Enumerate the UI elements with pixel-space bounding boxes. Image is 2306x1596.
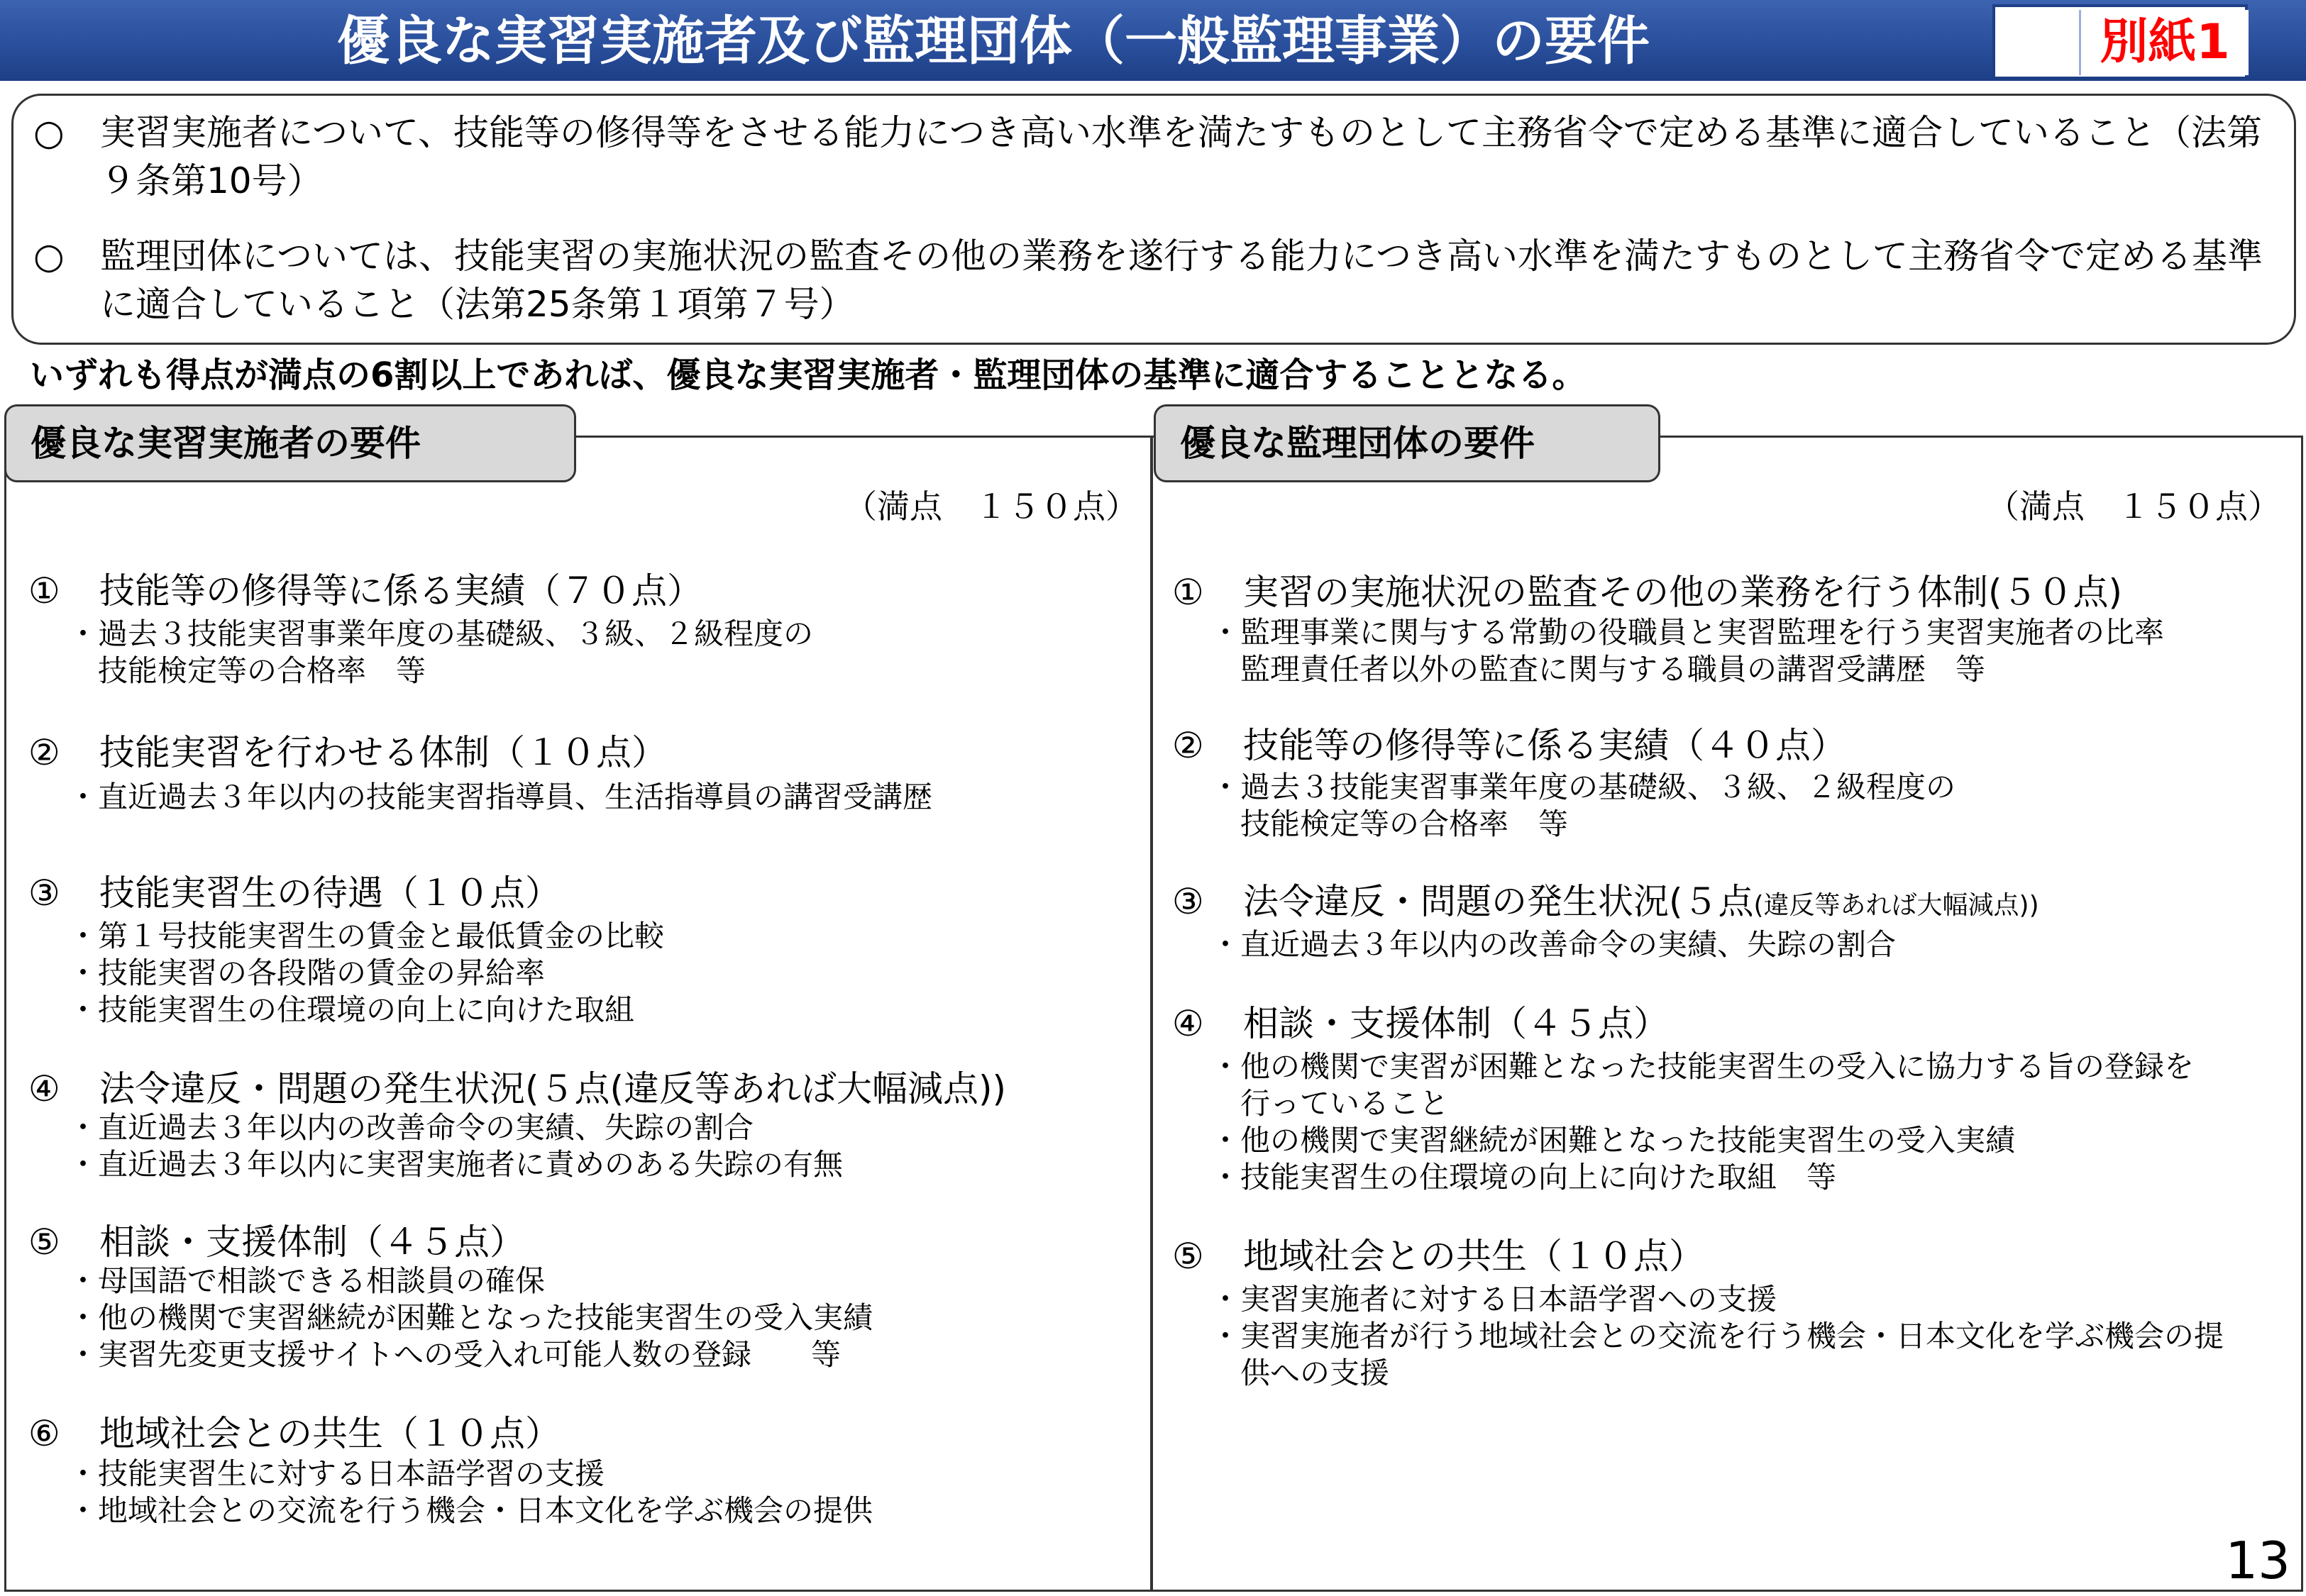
criterion-label: 実習の実施状況の監査その他の業務を行う体制(５０点): [1243, 572, 2123, 613]
criterion-number: ⑥: [28, 1413, 60, 1454]
criterion-detail: ・技能実習生に対する日本語学習の支援: [68, 1456, 605, 1491]
page-number: 13: [2225, 1531, 2290, 1590]
left-criterion-title: [28, 1219, 525, 1265]
criterion-detail: 供への支援: [1210, 1356, 1390, 1390]
left-criterion-title: [28, 729, 667, 776]
annex-badge: 別紙1: [2079, 10, 2249, 75]
page-title: 優良な実習実施者及び監理団体（一般監理事業）の要件: [337, 11, 1650, 72]
criterion-detail: ・第１号技能実習生の賃金と最低賃金の比較: [68, 919, 665, 953]
criterion-detail: ・直近過去３年以内に実習実施者に責めのある失踪の有無: [68, 1147, 844, 1182]
left-full-score: （満点 １５０点）: [844, 487, 1138, 526]
criterion-detail: ・過去３技能実習事業年度の基礎級、３級、２級程度の: [1210, 770, 1956, 804]
right-criterion-title: [1172, 722, 1846, 769]
intro-item: [33, 232, 2283, 328]
right-criterion-title: [1172, 1000, 1669, 1047]
criterion-label: 地域社会との共生（１０点）: [1243, 1236, 1704, 1277]
criterion-detail: ・実習実施者が行う地域社会との交流を行う機会・日本文化を学ぶ機会の提: [1210, 1319, 2224, 1353]
criterion-label: 地域社会との共生（１０点）: [99, 1413, 561, 1454]
criterion-label: 技能等の修得等に係る実績（４０点）: [1243, 725, 1846, 766]
criterion-detail: ・監理事業に関与する常勤の役職員と実習監理を行う実習実施者の比率: [1210, 615, 2165, 650]
right-panel-heading: 優良な監理団体の要件: [1154, 404, 1660, 482]
criterion-detail: ・直近過去３年以内の技能実習指導員、生活指導員の講習受講歴: [68, 780, 933, 814]
criterion-number: ④: [1172, 1003, 1204, 1044]
left-criterion-title: [28, 567, 702, 614]
criterion-label: 相談・支援体制（４５点）: [99, 1221, 525, 1263]
criterion-label: 技能実習を行わせる体制（１０点）: [99, 732, 667, 773]
criterion-number: ④: [28, 1068, 60, 1109]
criterion-detail: ・地域社会との交流を行う機会・日本文化を学ぶ機会の提供: [68, 1493, 873, 1528]
bullet-circle-icon: ○: [33, 112, 65, 153]
criterion-label-note: (違反等あれば大幅減点)): [1753, 891, 2039, 920]
criterion-detail: ・実習先変更支援サイトへの受入れ可能人数の登録 等: [68, 1337, 842, 1372]
left-criterion-title: [28, 1410, 561, 1457]
criterion-detail: ・技能実習生の住環境の向上に向けた取組 等: [1210, 1160, 1837, 1195]
left-panel-heading: 優良な実習実施者の要件: [4, 404, 576, 482]
intro-item: [33, 109, 2283, 205]
criterion-number: ①: [28, 570, 60, 611]
right-full-score: （満点 １５０点）: [1987, 487, 2280, 526]
left-criterion-title: [28, 870, 561, 916]
intro-text: 実習実施者について、技能等の修得等をさせる能力につき高い水準を満たすものとして主務省令で定める基準に適合していること（法第９条第10号）: [100, 112, 2262, 201]
criterion-detail: ・直近過去３年以内の改善命令の実績、失踪の割合: [68, 1110, 754, 1145]
left-criterion-title: [28, 1065, 1006, 1112]
right-criterion-title: [1172, 878, 2039, 929]
criterion-number: ③: [1172, 881, 1204, 922]
criterion-label: 技能実習生の待遇（１０点）: [99, 872, 561, 914]
summary-statement: いずれも得点が満点の6割以上であれば、優良な実習実施者・監理団体の基準に適合することとなる。: [30, 355, 1587, 395]
criterion-number: ②: [28, 732, 60, 773]
criterion-detail: 技能検定等の合格率 等: [1210, 807, 1569, 841]
criterion-number: ⑤: [28, 1221, 60, 1263]
criterion-detail: ・技能実習の各段階の賃金の昇給率: [68, 955, 546, 990]
right-criterion-title: [1172, 1233, 1704, 1280]
criterion-detail: ・他の機関で実習継続が困難となった技能実習生の受入実績: [1210, 1123, 2016, 1158]
criterion-number: ③: [28, 872, 60, 914]
criterion-detail: 行っていること: [1210, 1086, 1450, 1121]
criterion-detail: ・他の機関で実習が困難となった技能実習生の受入に協力する旨の登録を: [1210, 1049, 2195, 1084]
criterion-detail: ・直近過去３年以内の改善命令の実績、失踪の割合: [1210, 927, 1897, 962]
criterion-label: 法令違反・問題の発生状況(５点: [1243, 881, 1754, 922]
criterion-detail: ・技能実習生の住環境の向上に向けた取組: [68, 992, 635, 1027]
right-criterion-title: [1172, 569, 2122, 616]
criterion-label: 相談・支援体制（４５点）: [1243, 1003, 1669, 1044]
criterion-detail: 技能検定等の合格率 等: [68, 653, 426, 688]
bullet-circle-icon: ○: [33, 235, 65, 277]
criterion-detail: ・過去３技能実習事業年度の基礎級、３級、２級程度の: [68, 616, 814, 651]
criterion-label: 技能等の修得等に係る実績（７０点）: [99, 570, 702, 611]
criterion-label: 法令違反・問題の発生状況(５点(違反等あれば大幅減点)): [99, 1068, 1007, 1109]
criterion-detail: ・実習実施者に対する日本語学習への支援: [1210, 1282, 1777, 1317]
criterion-number: ②: [1172, 725, 1204, 766]
criterion-detail: 監理責任者以外の監査に関与する職員の講習受講歴 等: [1210, 652, 1986, 687]
intro-text: 監理団体については、技能実習の実施状況の監査その他の業務を遂行する能力につき高い水準を満たすものとして主務省令で定める基準に適合していること（法第25条第１項第７号）: [100, 235, 2263, 325]
intro-box: [11, 94, 2296, 345]
criterion-detail: ・他の機関で実習継続が困難となった技能実習生の受入実績: [68, 1300, 873, 1335]
criterion-number: ①: [1172, 572, 1204, 613]
criterion-detail: ・母国語で相談できる相談員の確保: [68, 1263, 546, 1298]
criterion-number: ⑤: [1172, 1236, 1204, 1277]
